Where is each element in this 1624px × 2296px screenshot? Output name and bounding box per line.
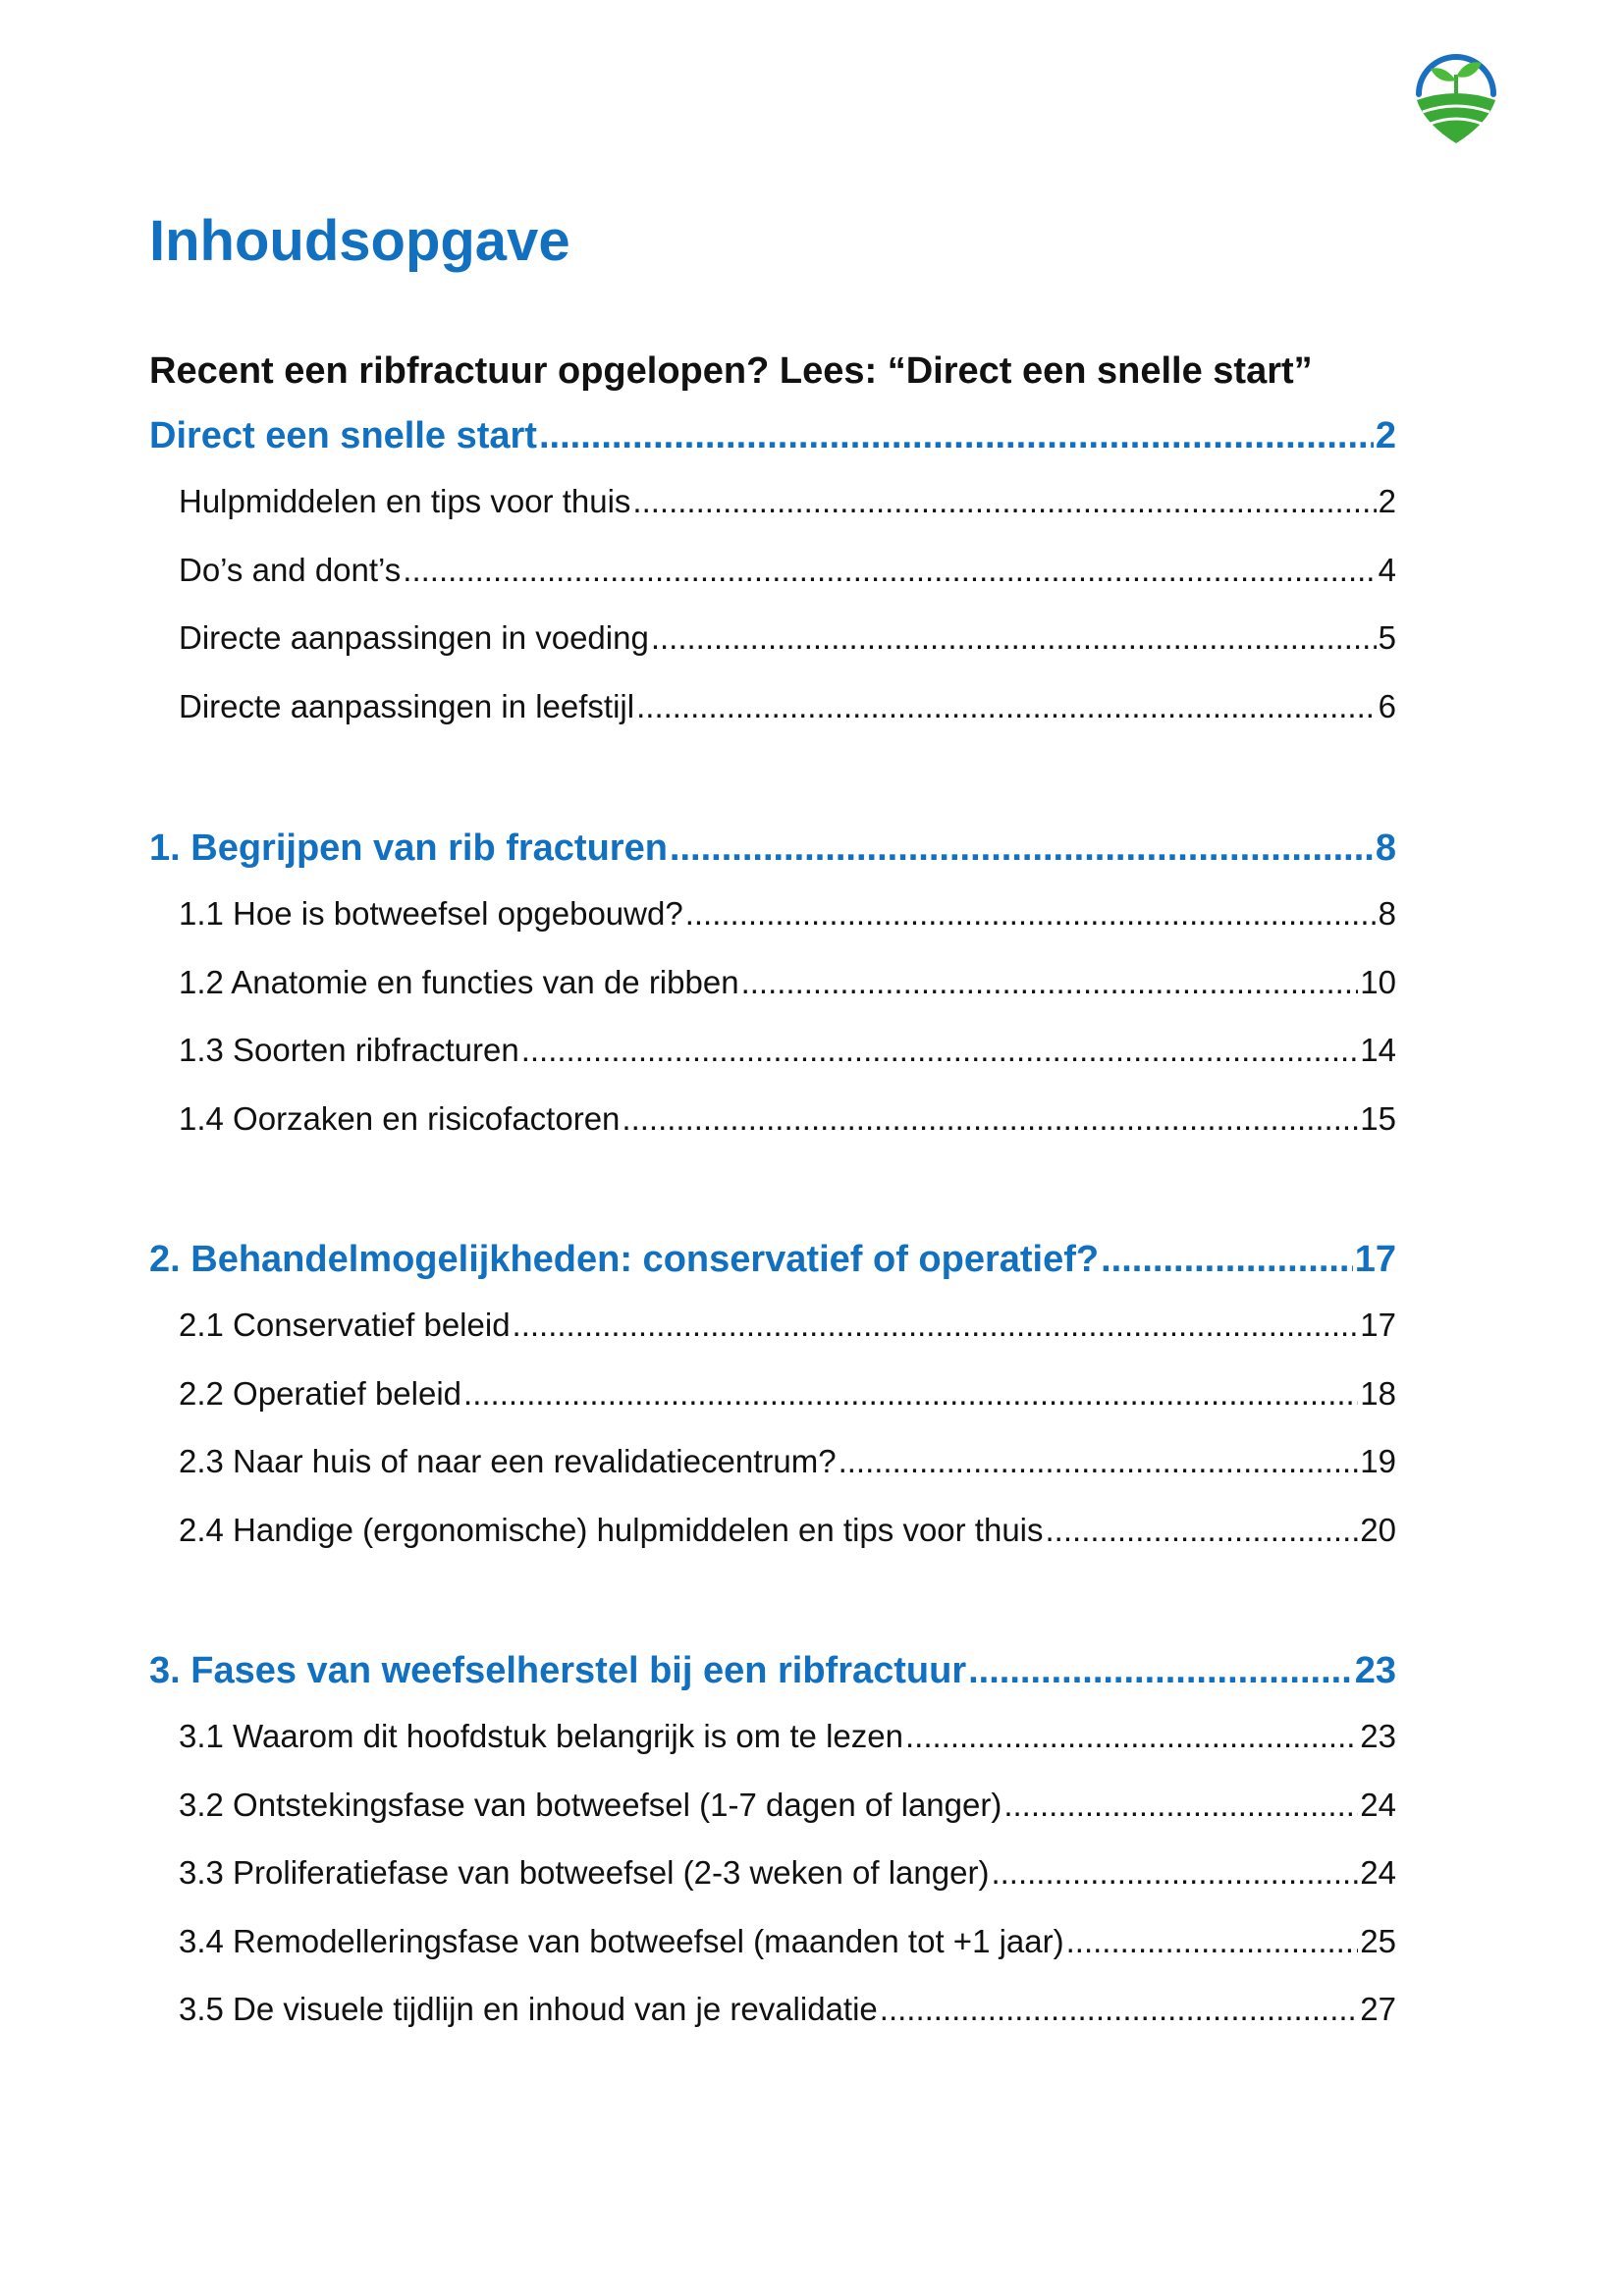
toc-entry-label: Directe aanpassingen in voeding xyxy=(179,619,649,656)
toc-page-number: 8 xyxy=(1378,895,1396,932)
page-title: Inhoudsopgave xyxy=(149,209,570,273)
toc-entry-label: 2.1 Conservatief beleid xyxy=(179,1307,511,1343)
dot-leader xyxy=(463,1360,1358,1428)
dot-leader xyxy=(968,1639,1353,1702)
toc-page-number: 6 xyxy=(1378,687,1396,724)
toc-page-number: 8 xyxy=(1375,828,1396,869)
dot-leader xyxy=(839,1427,1359,1496)
toc-entry[interactable] xyxy=(149,948,1396,1017)
toc-page-number: 20 xyxy=(1360,1511,1396,1548)
toc-entry[interactable] xyxy=(149,1016,1396,1085)
toc-section-2[interactable] xyxy=(149,1228,1396,1291)
table-of-contents xyxy=(149,404,1396,2044)
toc-entry[interactable] xyxy=(149,1085,1396,1153)
dot-leader xyxy=(651,604,1377,672)
dot-leader xyxy=(991,1839,1358,1907)
toc-entry[interactable] xyxy=(149,880,1396,948)
toc-entry-label: 3.3 Proliferatiefase van botweefsel (2-3 weken of langer) xyxy=(179,1854,990,1891)
section-spacer xyxy=(149,740,1396,817)
dot-leader xyxy=(1101,1228,1353,1291)
toc-entry[interactable] xyxy=(149,1427,1396,1496)
toc-page-number: 10 xyxy=(1360,963,1396,1000)
toc-page-number: 17 xyxy=(1360,1307,1396,1343)
toc-page-number: 24 xyxy=(1360,1786,1396,1823)
toc-page-number: 17 xyxy=(1354,1239,1396,1280)
dot-leader xyxy=(670,817,1374,880)
toc-entry-label: Directe aanpassingen in leefstijl xyxy=(179,687,635,724)
toc-entry-label: Hulpmiddelen en tips voor thuis xyxy=(179,483,631,519)
dot-leader xyxy=(880,1975,1359,2044)
toc-entry-label: 2.3 Naar huis of naar een revalidatiecentrum? xyxy=(179,1443,837,1479)
toc-entry-label: 3.4 Remodelleringsfase van botweefsel (maanden tot +1 jaar) xyxy=(179,1922,1064,1959)
toc-entry-label: 1.1 Hoe is botweefsel opgebouwd? xyxy=(179,895,683,932)
toc-section-1[interactable] xyxy=(149,817,1396,880)
section-spacer xyxy=(149,1564,1396,1639)
toc-entry-label: 1.4 Oorzaken en risicofactoren xyxy=(179,1099,621,1137)
toc-page-number: 18 xyxy=(1360,1374,1396,1412)
dot-leader xyxy=(1066,1907,1359,1976)
dot-leader xyxy=(905,1702,1358,1771)
dot-leader xyxy=(685,880,1377,948)
toc-entry-label: 2.4 Handige (ergonomische) hulpmiddelen en tips voor thuis xyxy=(179,1511,1044,1548)
toc-entry-label: 3.1 Waarom dit hoofdstuk belangrijk is om te lezen xyxy=(179,1718,903,1754)
toc-page-number: 23 xyxy=(1360,1718,1396,1754)
toc-entry[interactable] xyxy=(149,1291,1396,1360)
toc-page-number: 14 xyxy=(1360,1032,1396,1068)
toc-entry-label: 2.2 Operatief beleid xyxy=(179,1374,462,1412)
dot-leader xyxy=(636,672,1377,741)
dot-leader xyxy=(521,1016,1359,1085)
toc-entry[interactable] xyxy=(149,672,1396,741)
dot-leader xyxy=(403,536,1376,605)
toc-entry-label: 1.3 Soorten ribfracturen xyxy=(179,1032,519,1068)
section-spacer xyxy=(149,1152,1396,1228)
toc-section-3[interactable] xyxy=(149,1639,1396,1702)
dot-leader xyxy=(1003,1771,1358,1840)
toc-section-label: 3. Fases van weefselherstel bij een ribfractuur xyxy=(149,1650,967,1691)
toc-page-number: 2 xyxy=(1375,415,1396,456)
toc-page-number: 27 xyxy=(1360,1991,1396,2027)
toc-entry-label: 1.2 Anatomie en functies van de ribben xyxy=(179,963,739,1000)
toc-section-direct-start[interactable] xyxy=(149,404,1396,467)
toc-entry-label: 3.5 De visuele tijdlijn en inhoud van je revalidatie xyxy=(179,1991,878,2027)
toc-page-number: 23 xyxy=(1354,1650,1396,1691)
toc-entry[interactable] xyxy=(149,1907,1396,1976)
dot-leader xyxy=(622,1085,1358,1153)
toc-entry[interactable] xyxy=(149,1702,1396,1771)
toc-entry[interactable] xyxy=(149,467,1396,536)
toc-entry[interactable] xyxy=(149,1839,1396,1907)
intro-note: Recent een ribfractuur opgelopen? Lees: “Direct een snelle start” xyxy=(149,350,1313,392)
dot-leader xyxy=(632,467,1376,536)
toc-entry[interactable] xyxy=(149,604,1396,672)
toc-section-label: 1. Begrijpen van rib fracturen xyxy=(149,828,668,869)
dot-leader xyxy=(513,1291,1359,1360)
toc-page-number: 25 xyxy=(1360,1922,1396,1959)
toc-page-number: 19 xyxy=(1360,1443,1396,1479)
toc-entry[interactable] xyxy=(149,1975,1396,2044)
toc-entry-label: Do’s and dont’s xyxy=(179,551,402,588)
toc-entry[interactable] xyxy=(149,1771,1396,1840)
toc-entry-label: 3.2 Ontstekingsfase van botweefsel (1-7 dagen of langer) xyxy=(179,1786,1002,1823)
sprout-field-logo-icon xyxy=(1409,47,1503,145)
toc-page-number: 15 xyxy=(1360,1099,1396,1137)
toc-entry[interactable] xyxy=(149,1360,1396,1428)
toc-page-number: 4 xyxy=(1378,551,1396,588)
dot-leader xyxy=(741,948,1359,1017)
toc-section-label: Direct een snelle start xyxy=(149,415,537,456)
toc-entry[interactable] xyxy=(149,536,1396,605)
toc-page-number: 2 xyxy=(1378,483,1396,519)
toc-entry[interactable] xyxy=(149,1496,1396,1565)
toc-page-number: 24 xyxy=(1360,1854,1396,1891)
toc-section-label: 2. Behandelmogelijkheden: conservatief of operatief? xyxy=(149,1239,1100,1280)
dot-leader xyxy=(539,404,1374,467)
toc-page-number: 5 xyxy=(1378,619,1396,656)
dot-leader xyxy=(1046,1496,1359,1565)
